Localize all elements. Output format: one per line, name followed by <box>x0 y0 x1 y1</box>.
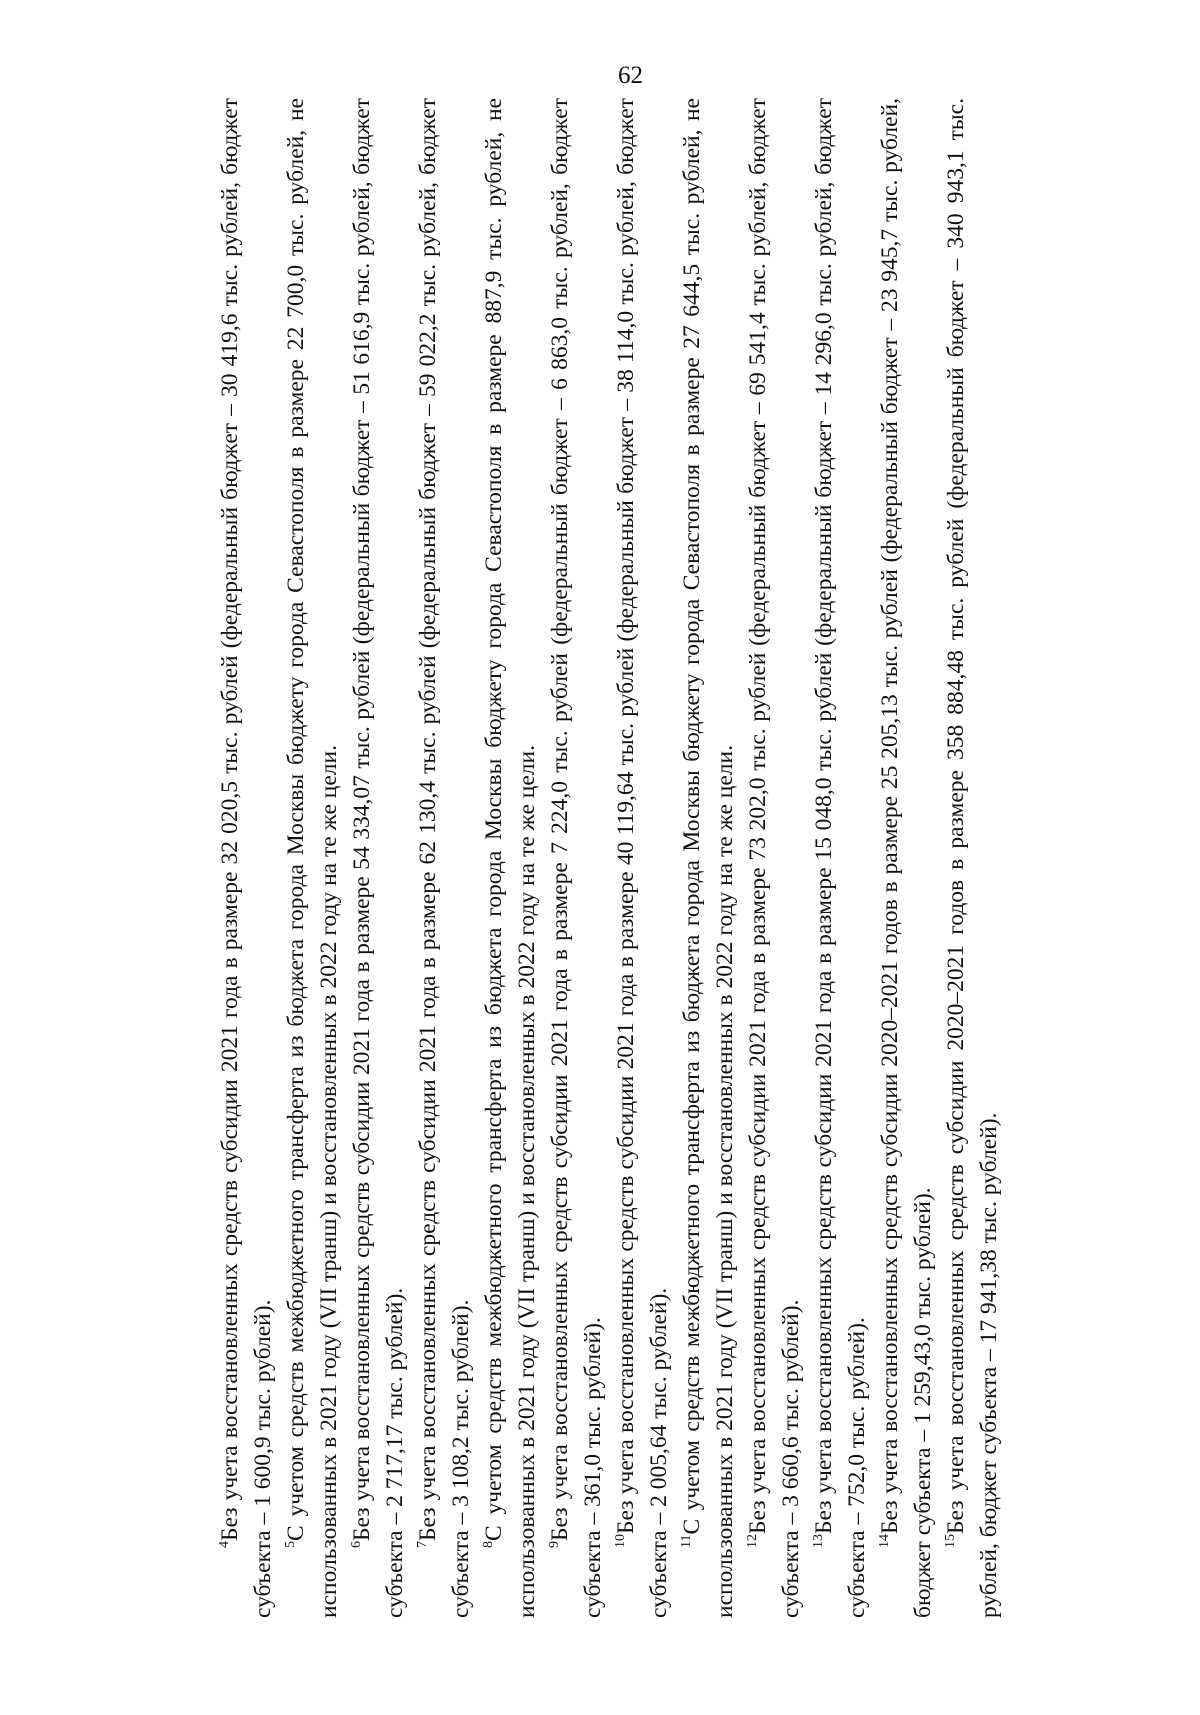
footnote <box>610 98 676 1618</box>
footnote-marker: 9 <box>547 1541 562 1548</box>
footnote-text: Без учета восстановленных средств субсидии 2021 года в размере 32 020,5 тыс. рублей (федеральный бюджет – 30 419,6 тыс. рублей, бюджет субъекта – 1 600,9 тыс. рублей). <box>217 98 276 1618</box>
footnote <box>742 98 808 1618</box>
footnote <box>478 98 544 1618</box>
footnote <box>808 98 874 1618</box>
footnote-marker: 11 <box>679 1534 694 1548</box>
footnote-marker: 7 <box>415 1541 430 1548</box>
footnote-marker: 15 <box>943 1534 958 1548</box>
page-number: 62 <box>618 62 643 89</box>
footnote-text: Без учета восстановленных средств субсидии 2021 года в размере 62 130,4 тыс. рублей (федеральный бюджет – 59 022,2 тыс. рублей, бюджет субъекта – 3 108,2 тыс. рублей). <box>415 98 474 1618</box>
footnote-text: Без учета восстановленных средств субсидии 2021 года в размере 15 048,0 тыс. рублей (федеральный бюджет – 14 296,0 тыс. рублей, бюджет субъекта – 752,0 тыс. рублей). <box>811 98 870 1618</box>
footnote-marker: 12 <box>745 1534 760 1548</box>
footnote-text: С учетом средств межбюджетного трансферта из бюджета города Москвы бюджету города Севастополя в размере 887,9 тыс. рублей, не использованных в 2021 году (VII транш) и восстановленных в 2022 году на те же цели. <box>481 98 540 1618</box>
footnote <box>676 98 742 1618</box>
footnote-marker: 14 <box>877 1534 892 1548</box>
footnote <box>874 98 940 1618</box>
footnotes-block <box>214 98 1006 1618</box>
footnote-marker: 13 <box>811 1534 826 1548</box>
footnote-marker: 10 <box>613 1534 628 1548</box>
footnote-text: С учетом средств межбюджетного трансферта из бюджета города Москвы бюджету города Севастополя в размере 22 700,0 тыс. рублей, не использованных в 2021 году (VII транш) и восстановленных в 2022 году на те же цели. <box>283 98 342 1618</box>
footnote <box>940 98 1006 1618</box>
footnote-text: Без учета восстановленных средств субсидии 2021 года в размере 40 119,64 тыс. рублей (федеральный бюджет – 38 114,0 тыс. рублей, бюджет субъекта – 2 005,64 тыс. рублей). <box>613 98 672 1618</box>
footnote-text: С учетом средств межбюджетного трансферта из бюджета города Москвы бюджету города Севастополя в размере 27 644,5 тыс. рублей, не использованных в 2021 году (VII транш) и восстановленных в 2022 году на те же цели. <box>679 98 738 1618</box>
footnote-text: Без учета восстановленных средств субсидии 2021 года в размере 7 224,0 тыс. рублей (федеральный бюджет – 6 863,0 тыс. рублей, бюджет субъекта – 361,0 тыс. рублей). <box>547 98 606 1618</box>
footnote <box>346 98 412 1618</box>
footnote-marker: 5 <box>283 1541 298 1548</box>
footnote-text: Без учета восстановленных средств субсидии 2021 года в размере 54 334,07 тыс. рублей (федеральный бюджет – 51 616,9 тыс. рублей, бюджет субъекта – 2 717,17 тыс. рублей). <box>349 98 408 1618</box>
footnote-text: Без учета восстановленных средств субсидии 2021 года в размере 73 202,0 тыс. рублей (федеральный бюджет – 69 541,4 тыс. рублей, бюджет субъекта – 3 660,6 тыс. рублей). <box>745 98 804 1618</box>
footnote-marker: 8 <box>481 1541 496 1548</box>
footnote-text: Без учета восстановленных средств субсидии 2020–2021 годов в размере 358 884,48 тыс. рублей (федеральный бюджет – 340 943,1 тыс. рублей, бюджет субъекта – 17 941,38 тыс. рублей). <box>943 98 1002 1618</box>
footnote <box>214 98 280 1618</box>
footnote-text: Без учета восстановленных средств субсидии 2020–2021 годов в размере 25 205,13 тыс. рублей (федеральный бюджет – 23 945,7 тыс. рублей, бюджет субъекта – 1 259,43,0 тыс. рублей). <box>877 98 936 1618</box>
footnote <box>280 98 346 1618</box>
footnote <box>412 98 478 1618</box>
footnote-marker: 6 <box>349 1541 364 1548</box>
footnote <box>544 98 610 1618</box>
footnote-marker: 4 <box>217 1541 232 1548</box>
